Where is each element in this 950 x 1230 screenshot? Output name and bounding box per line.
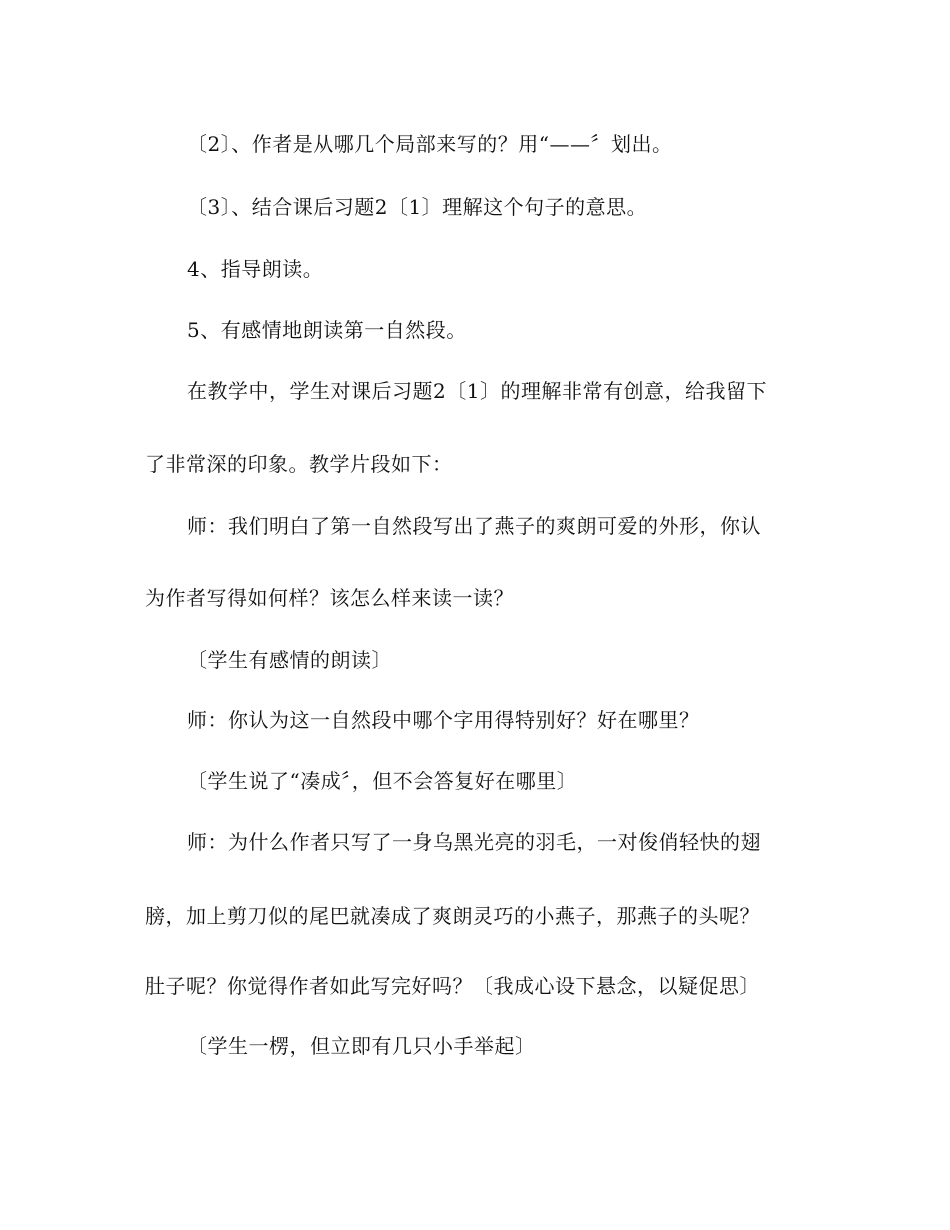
text-line-student-1: 〔学生有感情的朗读〕 <box>187 648 392 672</box>
text-line-question-3: 〔3〕、结合课后习题2〔1〕理解这个句子的意思。 <box>187 195 648 219</box>
text-line-step-4: 4、指导朗读。 <box>187 257 324 281</box>
text-line-teacher-2: 师：你认为这一自然段中哪个字用得特别好？好在哪里？ <box>187 708 700 732</box>
text-line-student-3: 〔学生一楞，但立即有几只小手举起〕 <box>187 1034 536 1058</box>
text-line-question-2: 〔2〕、作者是从哪几个局部来写的？用“——〞划出。 <box>187 132 673 156</box>
text-line-teacher-3-cont-2: 肚子呢？你觉得作者如此写完好吗？〔我成心设下悬念，以疑促思〕 <box>145 974 760 998</box>
text-line-teacher-1-cont: 为作者写得如何样？该怎么样来读一读？ <box>145 586 514 610</box>
text-line-paragraph-intro-cont: 了非常深的印象。教学片段如下： <box>145 452 453 476</box>
text-line-teacher-3-cont-1: 膀，加上剪刀似的尾巴就凑成了爽朗灵巧的小燕子，那燕子的头呢？ <box>145 904 760 928</box>
text-line-student-2: 〔学生说了“凑成〞，但不会答复好在哪里〕 <box>187 769 578 793</box>
text-line-teacher-3: 师：为什么作者只写了一身乌黑光亮的羽毛，一对俊俏轻快的翅 <box>187 830 761 854</box>
text-line-paragraph-intro: 在教学中，学生对课后习题2〔1〕的理解非常有创意，给我留下 <box>187 379 767 403</box>
text-line-teacher-1: 师：我们明白了第一自然段写出了燕子的爽朗可爱的外形，你认 <box>187 514 761 538</box>
text-line-step-5: 5、有感情地朗读第一自然段。 <box>187 318 467 342</box>
